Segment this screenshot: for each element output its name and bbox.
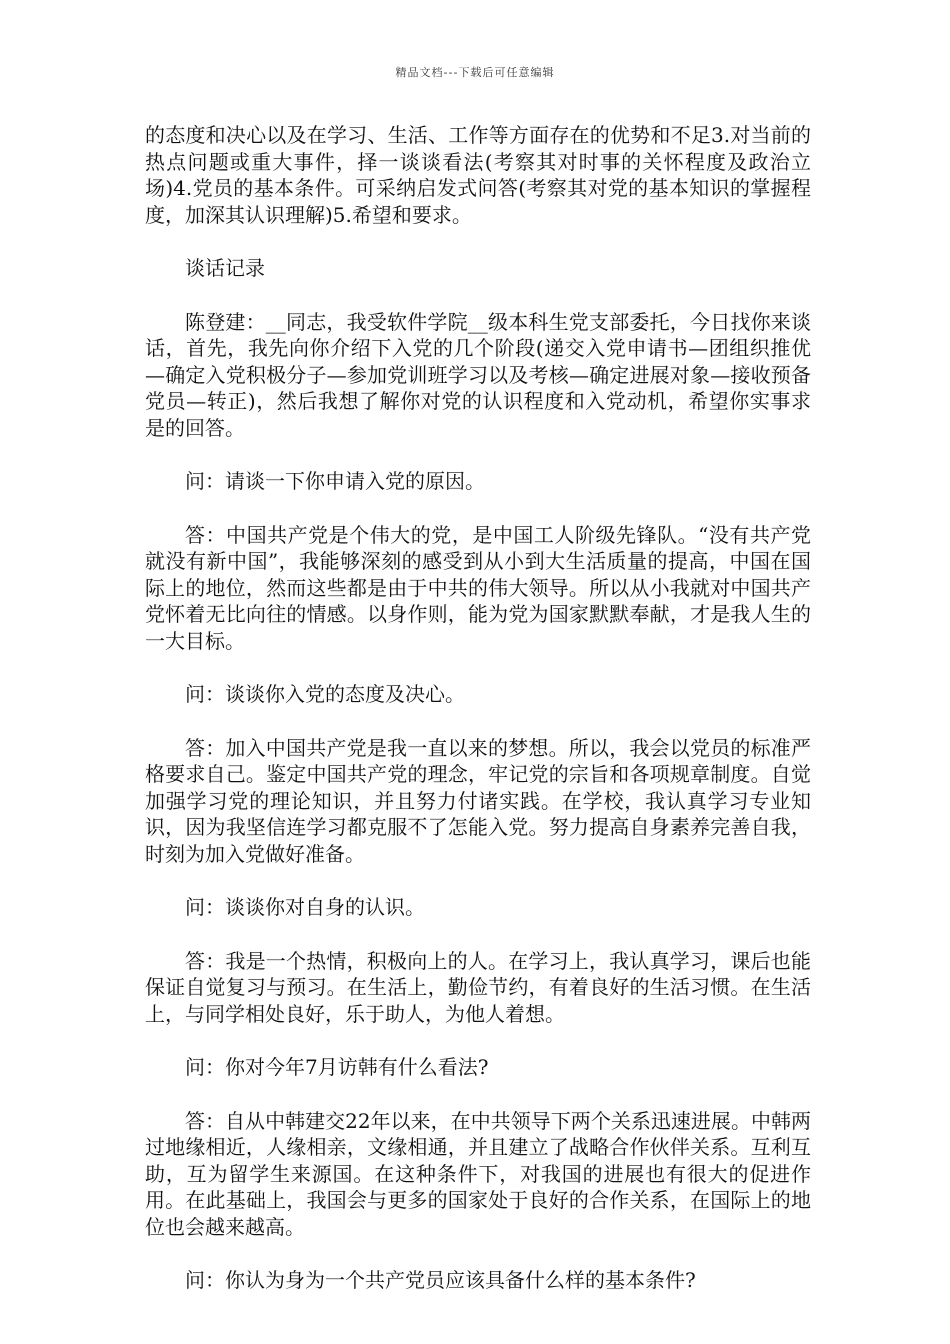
section-heading-talk-record: 谈话记录 [185,256,265,280]
question-paragraph: 问：请谈一下你申请入党的原因。 [185,469,485,493]
question-paragraph: 问：你认为身为一个共产党员应该具备什么样的基本条件? [185,1268,696,1292]
question-paragraph: 问：你对今年7月访韩有什么看法? [185,1055,489,1079]
answer-paragraph: 答：我是一个热情，积极向上的人。在学习上，我认真学习，课后也能保证自觉复习与预习。在生活上，勤俭节约，有着良好的生活习惯。在生活上，与同学相处良好，乐于助人，为他人着想。 [145,948,811,1026]
question-paragraph: 问：谈谈你对自身的认识。 [185,895,425,919]
page-header: 精品文档---下载后可任意编辑 [395,66,555,79]
paragraph-interviewer-intro: 陈登建：__同志，我受软件学院__级本科生党支部委托，今日找你来谈话，首先，我先向你介绍下入党的几个阶段(递交入党申请书—团组织推优—确定入党积极分子—参加党训班学习以及考核—确定进展对象—接收预备党员—转正)，然后我想了解你对党的认识程度和入党动机，希望你实事求是的回答。 [145,309,811,440]
paragraph-continued-guidelines: 的态度和决心以及在学习、生活、工作等方面存在的优势和不足3.对当前的热点问题或重大事件，择一谈谈看法(考察其对时事的关怀程度及政治立场)4.党员的基本条件。可采纳启发式问答(考察其对党的基本知识的掌握程度，加深其认识理解)5.希望和要求。 [145,123,811,227]
document-body [145,122,811,1321]
answer-paragraph: 答：加入中国共产党是我一直以来的梦想。所以，我会以党员的标准严格要求自己。鉴定中国共产党的理念，牢记党的宗旨和各项规章制度。自觉加强学习党的理论知识，并且努力付诸实践。在学校，我认真学习专业知识，因为我坚信连学习都克服不了怎能入党。努力提高自身素养完善自我，时刻为加入党做好准备。 [145,735,811,866]
answer-paragraph: 答：中国共产党是个伟大的党，是中国工人阶级先锋队。“没有共产党就没有新中国”，我能够深刻的感受到从小到大生活质量的提高，中国在国际上的地位，然而这些都是由于中共的伟大领导。所以从小我就对中国共产党怀着无比向往的情感。以身作则，能为党为国家默默奉献，才是我人生的一大目标。 [145,522,811,653]
answer-paragraph: 答：自从中韩建交22年以来，在中共领导下两个关系迅速进展。中韩两过地缘相近，人缘相亲，文缘相通，并且建立了战略合作伙伴关系。互利互助，互为留学生来源国。在这种条件下，对我国的进展也有很大的促进作用。在此基础上，我国会与更多的国家处于良好的合作关系，在国际上的地位也会越来越高。 [145,1108,811,1239]
question-paragraph: 问：谈谈你入党的态度及决心。 [185,682,465,706]
